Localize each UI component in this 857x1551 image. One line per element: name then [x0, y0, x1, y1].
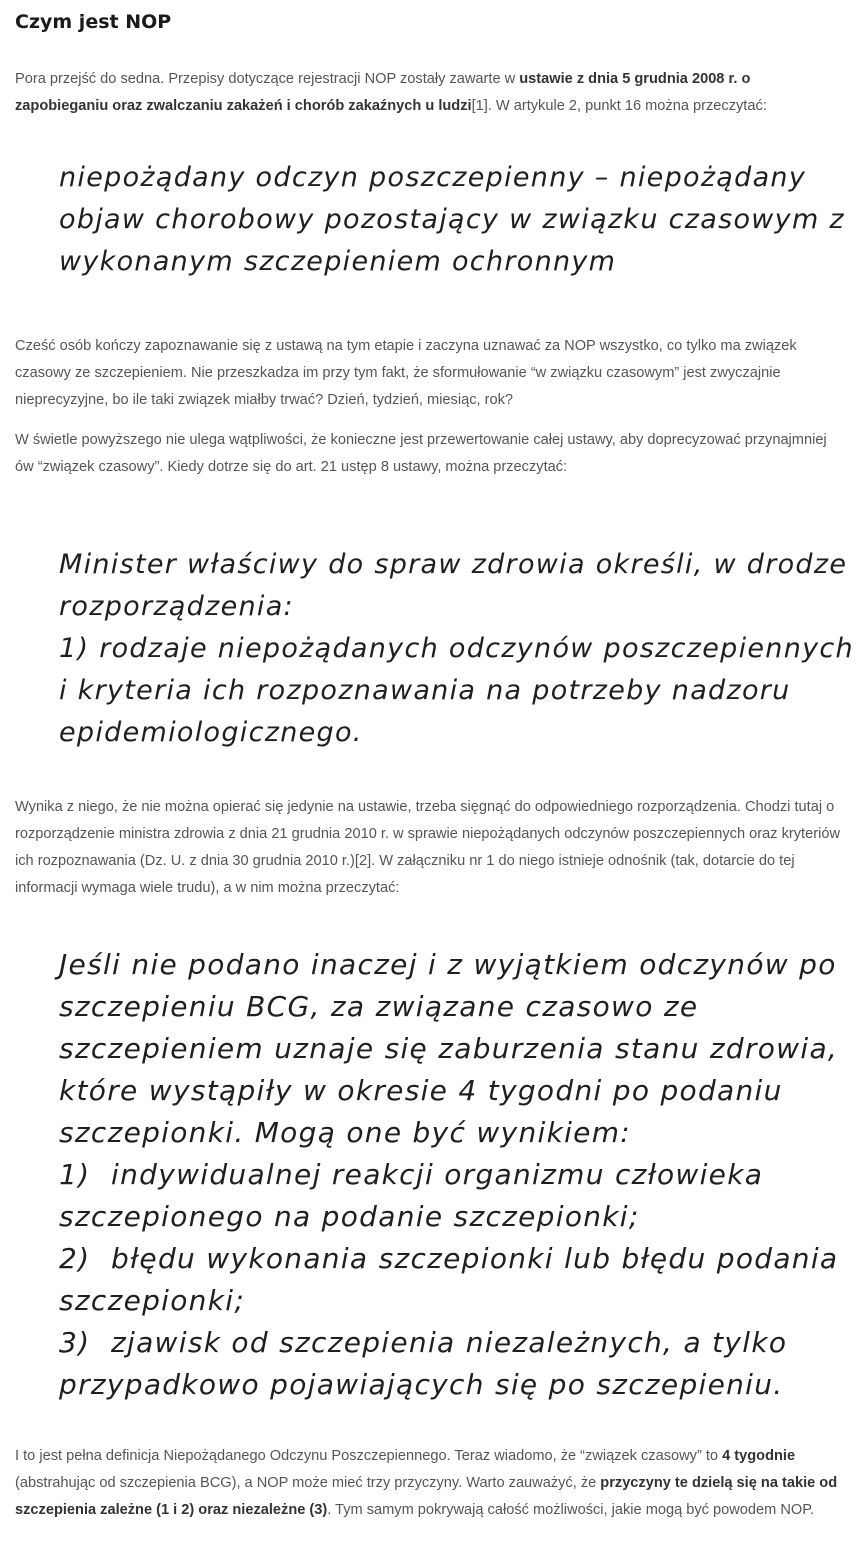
paragraph-text: Pora przejść do sedna. Przepisy dotyczące rejestracji NOP zostały zawarte w	[15, 71, 520, 87]
quote-line: wykonanym szczepieniem ochronnym	[59, 246, 617, 277]
paragraph-regulation: Wynika z niego, że nie można opierać się jedynie na ustawie, trzeba sięgnąć do odpowiedniego rozporządzenia. Chodzi tutaj o rozporządzenie ministra zdrowia z dnia 21 grudnia 2010 r. w sprawie niepożądanych odczynów poszczepiennych oraz kryteriów ich rozpoznawania (Dz. U. z dnia 30 grudnia 2010 r.)[2]. W załączniku nr 1 do niego istnieje odnośnik (tak, dotarcie do tej informacji wymaga wiele trudu), a w nim można przeczytać:	[15, 799, 840, 896]
quote-line: rozporządzenia:	[59, 591, 294, 622]
quote-line: epidemiologicznego.	[59, 717, 363, 748]
paragraph-intro	[15, 66, 843, 120]
quote-line: 1) rodzaje niepożądanych odczynów poszczepiennych	[59, 633, 854, 664]
quote-line: szczepieniem uznaje się zaburzenia stanu zdrowia,	[59, 1032, 839, 1065]
list-number: 3)	[59, 1326, 91, 1359]
quote-line: szczepionki;	[59, 1284, 246, 1317]
quote-line: niepożądany odczyn poszczepienny – niepożądany	[59, 162, 807, 193]
quote-regulation	[15, 944, 843, 1406]
list-item-text: indywidualnej reakcji organizmu człowieka	[111, 1158, 764, 1191]
quote-line: przypadkowo pojawiających się po szczepieniu.	[59, 1368, 784, 1401]
bold-text: przyczyny te dzielą się na takie od szczepienia zależne (1 i 2) oraz niezależne (3)	[15, 1475, 838, 1518]
quote-list-item	[59, 1322, 843, 1364]
list-number: 2)	[59, 1242, 91, 1275]
quote-line: szczepionki. Mogą one być wynikiem:	[59, 1116, 632, 1149]
list-item-text: błędu wykonania szczepionki lub błędu podania	[111, 1242, 839, 1275]
paragraph-text: (abstrahując od szczepienia BCG), a NOP może mieć trzy przyczyny. Warto zauważyć, że	[15, 1475, 601, 1491]
list-item-text: zjawisk od szczepienia niezależnych, a tylko	[111, 1326, 788, 1359]
quote-line: Jeśli nie podano inaczej i z wyjątkiem odczynów po	[59, 948, 837, 981]
paragraph-time-relation: Cześć osób kończy zapoznawanie się z ustawą na tym etapie i zaczyna uznawać za NOP wszystko, co tylko ma związek czasowy ze szczepieniem. Nie przeszkadza im przy tym fakt, że sformułowanie “w związku czasowym” jest zwyczajnie nieprecyzyjne, bo ile taki związek miałby trwać? Dzień, tydzień, miesiąc, rok?	[15, 338, 797, 408]
quote-list-item	[59, 1154, 843, 1196]
quote-line: Minister właściwy do spraw zdrowia określi, w drodze	[59, 549, 848, 580]
paragraph-statute: W świetle powyższego nie ulega wątpliwości, że konieczne jest przewertowanie całej ustawy, aby doprecyzować przynajmniej ów “związek czasowy”. Kiedy dotrze się do art. 21 ustęp 8 ustawy, można przeczytać:	[15, 432, 827, 475]
quote-minister	[15, 544, 854, 754]
law-title-bold: ustawie z dnia 5 grudnia 2008 r. o zapobieganiu oraz zwalczaniu zakażeń i chorób zakaźnych u ludzi	[15, 71, 751, 114]
list-number: 1)	[59, 1158, 91, 1191]
quote-line: szczepieniu BCG, za związane czasowo ze	[59, 990, 699, 1023]
quote-list-item	[59, 1238, 843, 1280]
quote-line: które wystąpiły w okresie 4 tygodni po podaniu	[59, 1074, 783, 1107]
section-heading: Czym jest NOP	[15, 11, 172, 33]
quote-definition	[15, 157, 843, 283]
paragraph-text: [1]. W artykule 2, punkt 16 można przeczytać:	[471, 98, 767, 114]
article	[15, 0, 854, 1524]
paragraph-text: . Tym samym pokrywają całość możliwości, jakie mogą być powodem NOP.	[327, 1502, 815, 1518]
bold-text: 4 tygodnie	[722, 1448, 796, 1464]
quote-line: szczepionego na podanie szczepionki;	[59, 1200, 640, 1233]
paragraph-conclusion	[15, 1443, 843, 1524]
quote-line: i kryteria ich rozpoznawania na potrzeby nadzoru	[59, 675, 791, 706]
paragraph-text: I to jest pełna definicja Niepożądanego Odczynu Poszczepiennego. Teraz wiadomo, że “związek czasowy” to	[15, 1448, 723, 1464]
quote-line: objaw chorobowy pozostający w związku czasowym z	[59, 204, 845, 235]
